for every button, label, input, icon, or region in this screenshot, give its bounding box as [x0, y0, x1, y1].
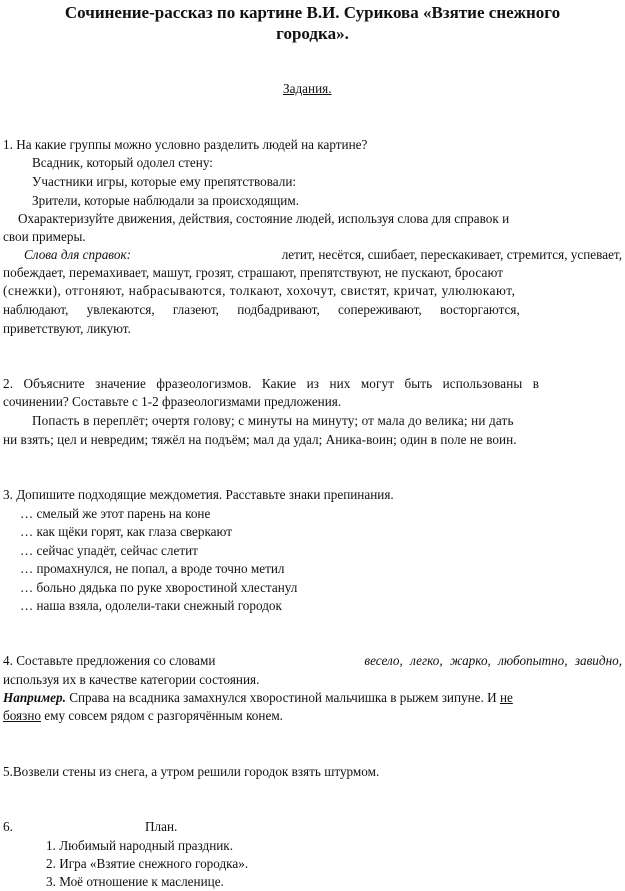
- task4-line2: используя их в качестве категории состояния.: [3, 672, 260, 687]
- words-text-1: летит, несётся, сшибает, перескакивает, стремится, успевает,: [281, 247, 622, 262]
- task3-item-2: … как щёки горят, как глаза сверкают: [20, 524, 232, 539]
- words-line3: (снежки), отгоняют, набрасываются, толкают, хохочут, свистят, кричат, улюлюкают,: [3, 283, 516, 298]
- task4-words: весело, легко, жарко, любопытно, завидно,: [364, 653, 622, 668]
- task6-number: 6.: [3, 819, 13, 834]
- task1-instruction-line1: Охарактеризуйте движения, действия, состояние людей, используя слова для справок и: [18, 211, 510, 226]
- plan-item-3: 3. Моё отношение к масленице.: [46, 874, 224, 889]
- task5-text: 5.Возвели стены из снега, а утром решили городок взять штурмом.: [3, 764, 380, 779]
- example-text: Справа на всадника замахнулся хворостиной мальчишка в рыжем зипуне. И: [69, 690, 497, 705]
- example-underlined-boyazno: боязно: [3, 708, 41, 723]
- words-line1: [24, 246, 622, 264]
- words-line2: побеждает, перемахивает, машут, грозят, страшают, препятствуют, не пускают, бросают: [3, 265, 504, 280]
- task1-group-players: Участники игры, которые ему препятствовали:: [32, 174, 297, 189]
- example-underlined-ne: не: [499, 690, 513, 705]
- task4-example-line1: [3, 689, 513, 707]
- example-rest: ему совсем рядом с разгорячённым конем.: [44, 708, 283, 723]
- task1-question: 1. На какие группы можно условно разделить людей на картине?: [3, 137, 368, 152]
- tasks-heading: Задания.: [283, 81, 332, 96]
- task2-idioms-line2: ни взять; цел и невредим; тяжёл на подъём; мал да удал; Аника-воин; один в поле не воин.: [3, 432, 517, 447]
- task3-item-6: … наша взяла, одолели-таки снежный городок: [20, 598, 282, 613]
- plan-heading: План.: [145, 819, 178, 834]
- task2-line2: сочинении? Составьте с 1-2 фразеологизмами предложения.: [3, 394, 342, 409]
- words-label: Слова для справок:: [24, 247, 132, 262]
- task3-item-5: … больно дядька по руке хворостиной хлестанул: [20, 580, 298, 595]
- task1-group-spectators: Зрители, которые наблюдали за происходящим.: [32, 193, 299, 208]
- plan-item-1: 1. Любимый народный праздник.: [46, 838, 234, 853]
- plan-item-2: 2. Игра «Взятие снежного городка».: [46, 856, 249, 871]
- task1-group-rider: Всадник, который одолел стену:: [32, 155, 213, 170]
- task3-question: 3. Допишите подходящие междометия. Расставьте знаки препинания.: [3, 487, 394, 502]
- task2-idioms-line1: Попасть в переплёт; очертя голову; с минуты на минуту; от мала до велика; ни дать: [32, 413, 514, 428]
- document-title-line2: городка».: [276, 24, 349, 43]
- task3-item-3: … сейчас упадёт, сейчас слетит: [20, 543, 198, 558]
- task3-item-1: … смелый же этот парень на коне: [20, 506, 211, 521]
- task3-item-4: … промахнулся, не попал, а вроде точно метил: [20, 561, 285, 576]
- task4-line1-start: 4. Составьте предложения со словами: [3, 653, 216, 668]
- example-label: Например.: [3, 690, 66, 705]
- words-line5: приветствуют, ликуют.: [3, 321, 131, 336]
- task4-line1: [3, 652, 622, 670]
- task1-instruction-line2: свои примеры.: [3, 229, 86, 244]
- words-line4: наблюдают, увлекаются, глазеют, подбадривают, сопереживают, восторгаются,: [3, 302, 520, 317]
- document-title-line1: Сочинение-рассказ по картине В.И. Сурикова «Взятие снежного: [64, 3, 561, 22]
- task2-line1: 2. Объясните значение фразеологизмов. Какие из них могут быть использованы в: [3, 376, 540, 391]
- task4-example-line2: [3, 707, 283, 725]
